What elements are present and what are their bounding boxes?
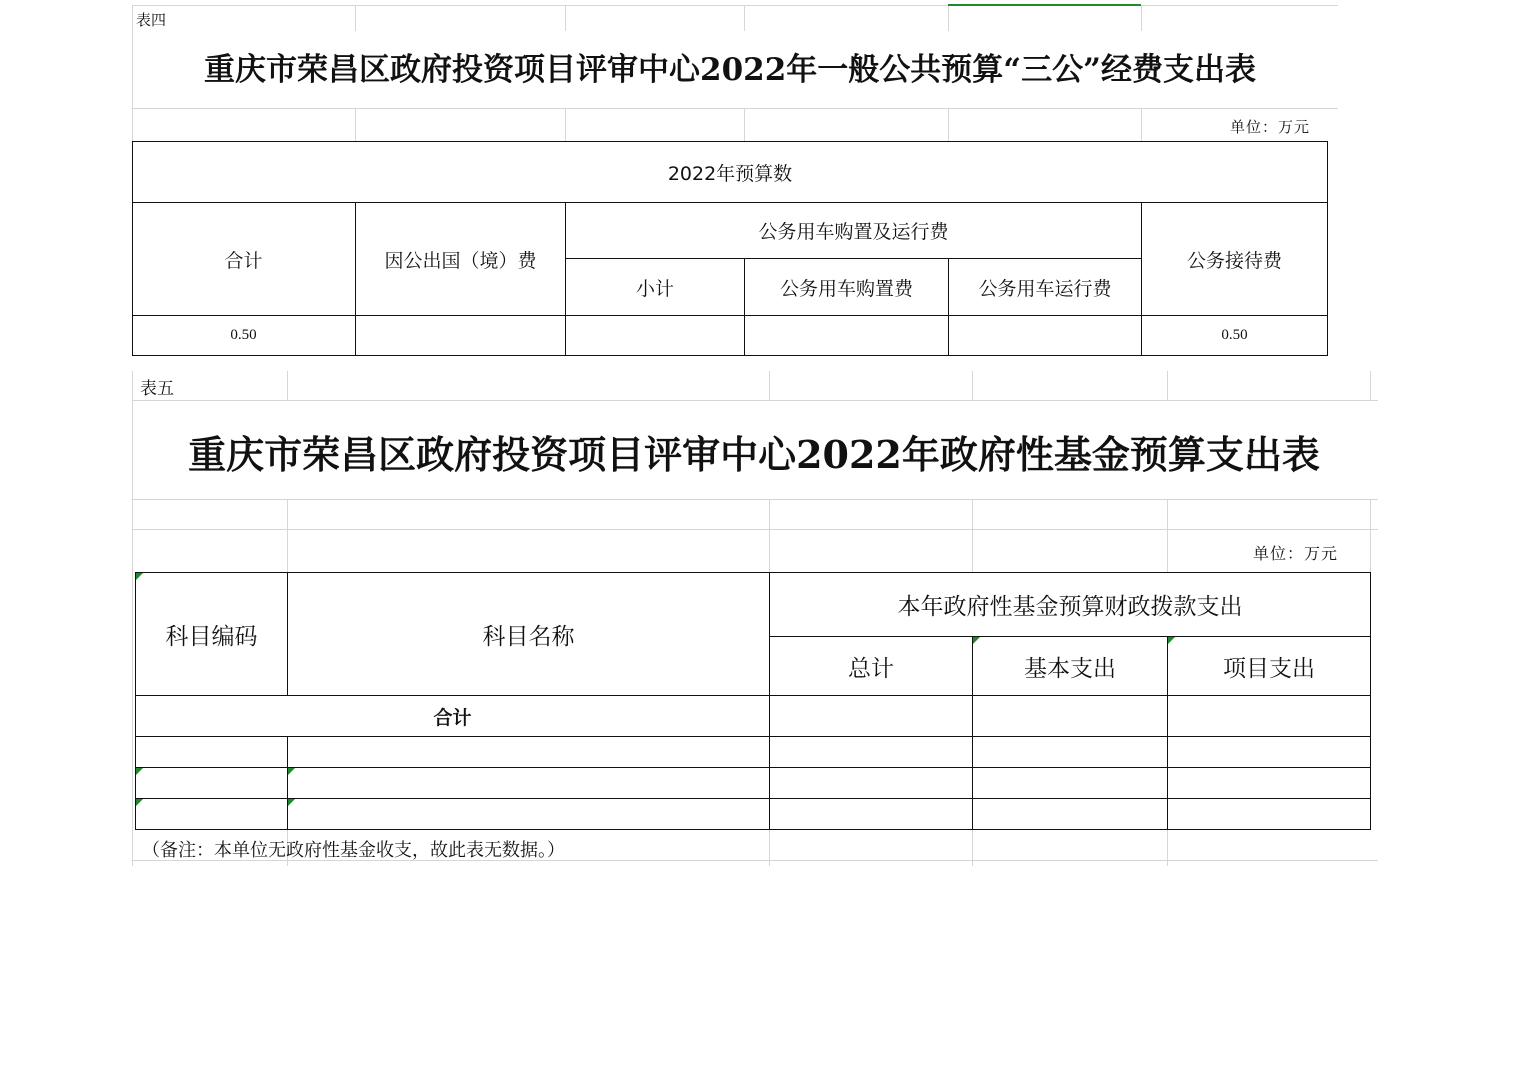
gridline [287, 499, 288, 572]
value-abroad [356, 316, 565, 355]
gridline [948, 5, 949, 31]
gridline [769, 830, 770, 866]
value-reception: 0.50 [1221, 327, 1248, 343]
header-budget-year: 2022年预算数 [667, 162, 793, 185]
cell-marker [288, 768, 295, 775]
col-code-header: 科目编码 [165, 623, 258, 650]
gridline [744, 5, 745, 31]
gridline [132, 499, 1378, 500]
col-car-purchase-header: 公务用车购置费 [779, 277, 913, 300]
table5-label: 表五 [140, 379, 174, 399]
col-group-header: 本年政府性基金预算财政拨款支出 [897, 594, 1243, 620]
cell-marker [288, 799, 295, 806]
gridline [132, 529, 1378, 530]
gridline [565, 108, 566, 141]
col-car-group-header: 公务用车购置及运行费 [758, 221, 949, 243]
gridline [972, 371, 973, 401]
table4-label: 表四 [136, 11, 167, 29]
total-row-label: 合计 [433, 706, 472, 729]
gridline [1167, 499, 1168, 572]
gridline [355, 5, 356, 31]
gridline [972, 499, 973, 572]
gridline [287, 371, 288, 401]
col-reception-header: 公务接待费 [1186, 249, 1282, 272]
gridline [769, 371, 770, 401]
col-name-header: 科目名称 [482, 623, 575, 650]
cell-marker [136, 799, 143, 806]
value-car-purchase [745, 316, 948, 355]
gridline [355, 108, 356, 141]
gridline [1167, 371, 1168, 401]
col-basic-header: 基本支出 [1024, 655, 1116, 682]
gridline [744, 108, 745, 141]
table4-unit: 单位：万元 [1230, 118, 1311, 136]
cell-marker [136, 768, 143, 775]
gridline [1370, 499, 1371, 572]
gridline [1370, 371, 1371, 401]
col-abroad-header: 因公出国（境）费 [384, 249, 537, 272]
gridline [1141, 108, 1142, 141]
col-total-header: 合计 [224, 249, 263, 272]
gridline [1141, 5, 1142, 31]
gridline [132, 371, 133, 866]
gridline [972, 830, 973, 866]
table5-title: 重庆市荣昌区政府投资项目评审中心2022年政府性基金预算支出表 [188, 432, 1320, 477]
table4-title: 重庆市荣昌区政府投资项目评审中心2022年一般公共预算“三公”经费支出表 [204, 52, 1256, 88]
value-car-subtotal [566, 316, 744, 355]
gridline [132, 5, 1338, 6]
selected-cell-indicator [948, 4, 1141, 6]
col-sum-header: 总计 [848, 655, 894, 682]
gridline [948, 108, 949, 141]
value-car-operation [949, 316, 1141, 355]
value-total: 0.50 [230, 327, 257, 343]
table5-unit: 单位：万元 [1253, 544, 1339, 563]
gridline [132, 108, 1338, 109]
gridline [769, 499, 770, 572]
gridline [565, 5, 566, 31]
table5-note: （备注：本单位无政府性基金收支，故此表无数据。） [142, 840, 565, 861]
col-car-subtotal-header: 小计 [635, 277, 674, 300]
col-car-operation-header: 公务用车运行费 [978, 277, 1112, 300]
col-project-header: 项目支出 [1223, 655, 1315, 682]
gridline [1167, 830, 1168, 866]
gridline [132, 400, 1378, 401]
